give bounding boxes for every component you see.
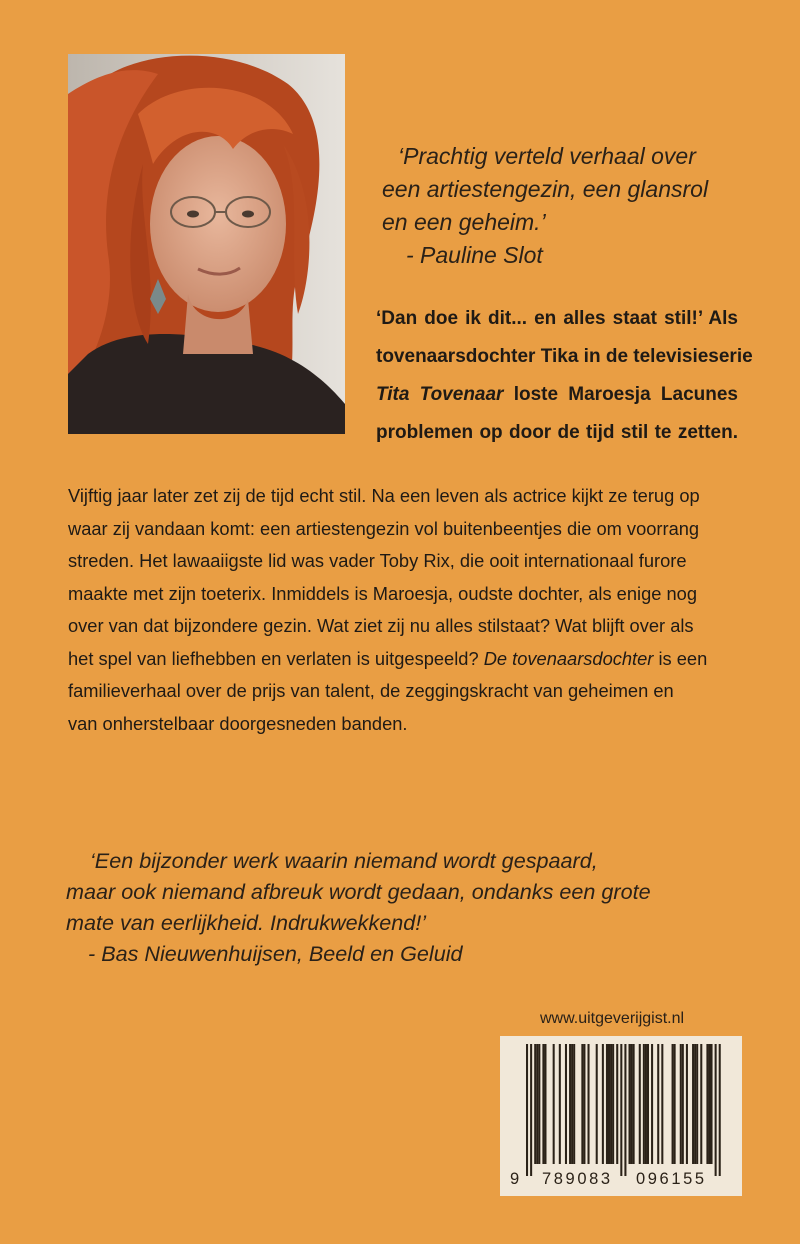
blurb-line: Vijftig jaar later zet zij de tijd echt stil. Na een leven als actrice kijkt ze terug op (68, 485, 700, 506)
quote-attribution: - Bas Nieuwenhuijsen, Beeld en Geluid (88, 941, 463, 966)
barcode-bar (629, 1044, 631, 1164)
barcode-bar (571, 1044, 573, 1164)
barcode-bar (616, 1044, 618, 1164)
barcode-bar (661, 1044, 663, 1164)
barcode-bar (602, 1044, 604, 1164)
quote-attribution: - Pauline Slot (406, 242, 543, 268)
barcode-bar (581, 1044, 583, 1164)
blurb-line: streden. Het lawaaiigste lid was vader Toby Rix, die ooit internationaal furore (68, 550, 687, 571)
barcode-bar (672, 1044, 674, 1164)
barcode-bar (633, 1044, 635, 1164)
barcode-bar (573, 1044, 575, 1164)
blurb-line: waar zij vandaan komt: een artiestengezin vol buitenbeentjes die om voorrang (68, 517, 700, 539)
barcode-bar (711, 1044, 713, 1164)
barcode-bar (542, 1044, 544, 1164)
isbn-first-digit: 9 (510, 1170, 520, 1188)
blurb-paragraph (68, 480, 758, 740)
barcode-bar (700, 1044, 702, 1164)
barcode-bar (706, 1044, 708, 1164)
barcode-bar (536, 1044, 538, 1164)
barcode-bar (569, 1044, 571, 1164)
quote-line: mate van eerlijkheid. Indrukwekkend!’ (66, 910, 427, 935)
quote-line: ‘Prachtig verteld verhaal over (398, 143, 696, 169)
barcode-bar (647, 1044, 649, 1164)
intro-line: Tita Tovenaar loste Maroesja Lacunes (376, 384, 738, 405)
barcode-bar (538, 1044, 540, 1164)
review-quote-bas-nieuwenhuijsen (66, 845, 746, 969)
intro-line: tovenaarsdochter Tika in de televisieserie (376, 346, 753, 367)
barcode-bar (680, 1044, 682, 1164)
isbn-digits (500, 1166, 742, 1192)
blurb-line: familieverhaal over de prijs van talent, de zeggingskracht van geheimen en (68, 680, 674, 701)
barcode-bar (686, 1044, 688, 1164)
barcode-bar (708, 1044, 710, 1164)
barcode-bar (610, 1044, 612, 1164)
barcode-bar (559, 1044, 561, 1164)
blurb-line: het spel van liefhebben en verlaten is uitgespeeld? De tovenaarsdochter is een (68, 647, 708, 669)
blurb-line: over van dat bijzondere gezin. Wat ziet zij nu alles stilstaat? Wat blijft over als (68, 615, 694, 636)
barcode-bar (645, 1044, 647, 1164)
blurb-line: van onherstelbaar doorgesneden banden. (68, 712, 408, 734)
barcode-bar (682, 1044, 684, 1164)
barcode-bar (692, 1044, 694, 1164)
barcode-bar (526, 1044, 528, 1176)
isbn-left-group: 789083 (542, 1170, 613, 1188)
publisher-website: www.uitgeverijgist.nl (540, 1010, 685, 1027)
barcode-bar (544, 1044, 546, 1164)
barcode-bar (674, 1044, 676, 1164)
blurb-line: maakte met zijn toeterix. Inmiddels is Maroesja, oudste dochter, als enige nog (68, 582, 697, 604)
review-quote-pauline-slot (382, 140, 772, 272)
barcode-bar (530, 1044, 532, 1176)
barcode-bar (608, 1044, 610, 1164)
book-title: De tovenaarsdochter (483, 647, 654, 669)
quote-line: en een geheim.’ (382, 209, 546, 235)
barcode-bar (596, 1044, 598, 1164)
barcode-bar (588, 1044, 590, 1164)
barcode-bar (694, 1044, 696, 1164)
barcode-bar (583, 1044, 585, 1164)
barcode-bar (620, 1044, 622, 1176)
barcode-bar (565, 1044, 567, 1164)
intro-line: ‘Dan doe ik dit... en alles staat stil!’ Als (376, 308, 738, 329)
isbn-right-group: 096155 (636, 1170, 707, 1188)
barcode-bar (657, 1044, 659, 1164)
barcode-bar (606, 1044, 608, 1164)
barcode-bar (643, 1044, 645, 1164)
quote-line: een artiestengezin, een glansrol (382, 176, 709, 202)
isbn-barcode (500, 1036, 742, 1196)
barcode-bar (624, 1044, 626, 1176)
barcode-bar (651, 1044, 653, 1164)
barcode-bar (715, 1044, 717, 1176)
barcode-bar (639, 1044, 641, 1164)
intro-paragraph (376, 300, 753, 452)
barcode-bar (534, 1044, 536, 1164)
barcode-bar (631, 1044, 633, 1164)
barcode-bar (612, 1044, 614, 1164)
intro-line: problemen op door de tijd stil te zetten. (376, 422, 738, 443)
quote-line: ‘Een bijzonder werk waarin niemand wordt gespaard, (90, 848, 598, 873)
barcode-bar (553, 1044, 555, 1164)
barcode-bar (696, 1044, 698, 1164)
author-photo (68, 54, 345, 434)
quote-line: maar ook niemand afbreuk wordt gedaan, ondanks een grote (66, 879, 651, 904)
barcode-bar (719, 1044, 721, 1176)
tv-series-title: Tita Tovenaar (376, 384, 504, 405)
